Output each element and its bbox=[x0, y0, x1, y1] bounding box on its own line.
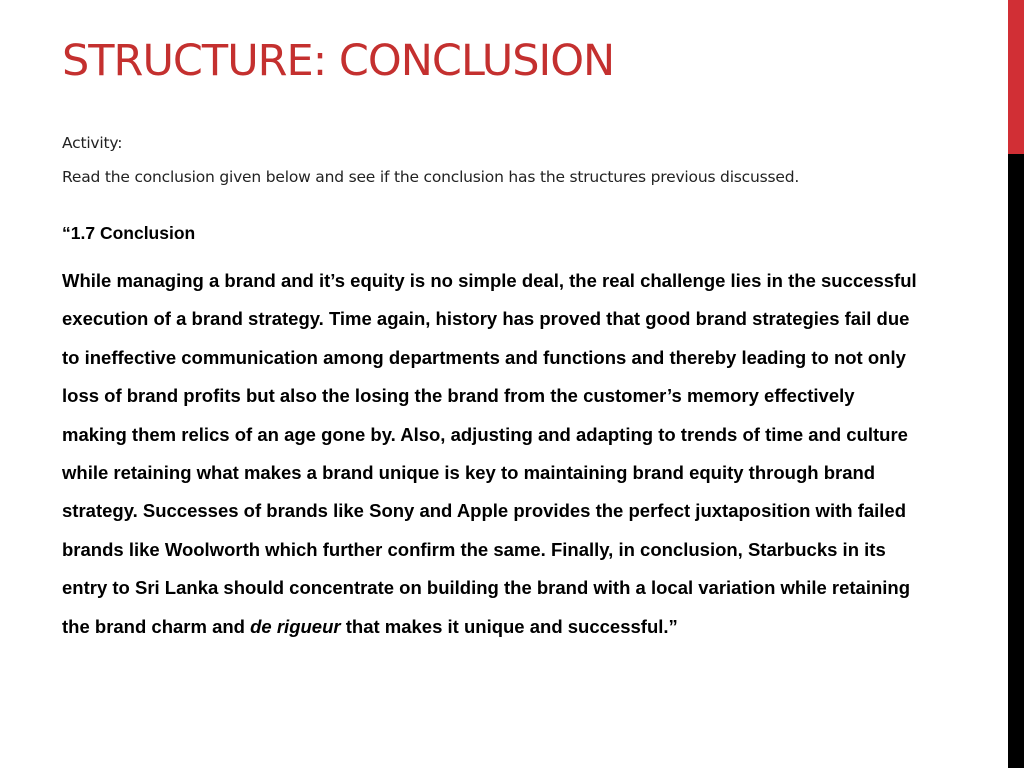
slide-title: STRUCTURE: CONCLUSION bbox=[62, 36, 615, 86]
accent-bar-black bbox=[1008, 154, 1024, 768]
activity-instruction: Read the conclusion given below and see if the conclusion has the structures previous discussed. bbox=[62, 168, 800, 186]
quote-heading: “1.7 Conclusion bbox=[62, 223, 196, 243]
conclusion-italic-phrase: de rigueur bbox=[250, 615, 341, 637]
conclusion-text: While managing a brand and it’s equity is no simple deal, the real challenge lies in the successful execution of a brand strategy. Time again, history has proved that good brand strategies fail due to ineffective communication among departments and functions and thereby leading to not only loss of brand profits but also the losing the brand from the customer’s memory effectively making them relics of an age gone by. Also, adjusting and adapting to trends of time and culture while retaining what makes a brand unique is key to maintaining brand equity through brand strategy. Successes of brands like Sony and Apple provides the perfect juxtaposition with failed brands like Woolworth which further confirm the same. Finally, in conclusion, Starbucks in its entry to Sri Lanka should concentrate on building the brand with a local variation while retaining the brand charm and bbox=[62, 270, 917, 637]
accent-bar-red bbox=[1008, 0, 1024, 154]
activity-label: Activity: bbox=[62, 134, 123, 152]
activity-intro bbox=[62, 126, 992, 194]
conclusion-text-end: that makes it unique and successful.” bbox=[340, 615, 678, 637]
conclusion-paragraph bbox=[62, 262, 922, 646]
